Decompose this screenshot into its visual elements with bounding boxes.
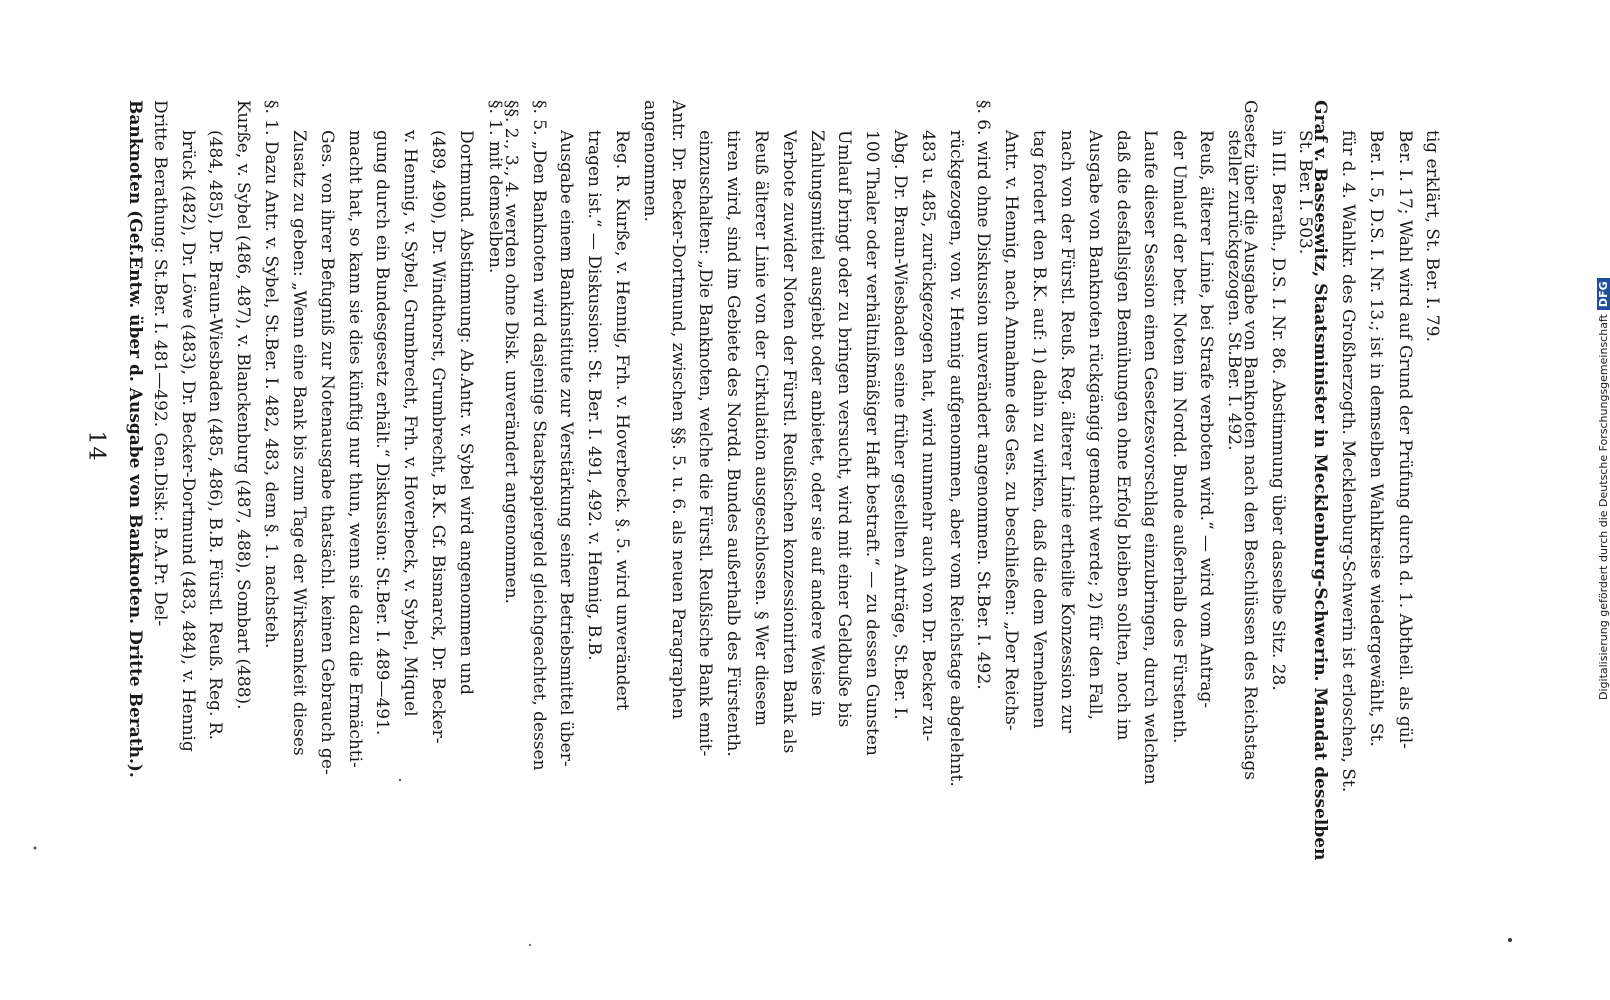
page-number: 14 — [83, 430, 109, 463]
text-line: brück (482), Dr. Löwe (483), Dr. Becker-Dortmund (483, 484), v. Hennig — [178, 130, 198, 752]
text-line: tiren wird, sind im Gebiete des Nordd. Bundes außerhalb des Fürstenth. — [723, 130, 743, 757]
text-line: Reuß, älterer Linie, bei Strafe verboten wird.“ — wird vom Antrag- — [1196, 130, 1216, 709]
text-line: Laufe dieser Session einen Gesetzesvorschlag einzubringen, durch welchen — [1140, 130, 1160, 785]
text-line: Abg. Dr. Braun-Wiesbaden seine früher gestellten Anträge, St.Ber. I. — [890, 130, 910, 720]
text-line: angenommen. — [640, 100, 660, 222]
text-line: Zahlungsmittel ausgiebt oder anbietet, oder sie auf andere Weise in — [807, 130, 827, 717]
text-line: nach von der Fürstl. Reuß. Reg. älterer Linie ertheilte Konzession zur — [1057, 130, 1077, 733]
text-line: Antr. Dr. Becker-Dortmund, zwischen §§. 5. u. 6. als neuen Paragraphen — [668, 100, 688, 720]
text-line: Ges. von ihrer Befugniß zur Notenausgabe thatsächl. keinen Gebrauch ge- — [317, 130, 337, 775]
text-line: Ber. I. 5, D.S. I. Nr. 13.; ist in demselben Wahlkreise wiedergewählt, St. — [1366, 130, 1386, 747]
text-line: Gesetz über die Ausgabe von Banknoten nach den Beschlüssen des Reichstags — [1240, 100, 1260, 781]
text-line: (484, 485), Dr. Braun-Wiesbaden (485, 486), B.B. Fürstl. Reuß. Reg. R. — [205, 130, 225, 741]
text-line: tragen ist.“ — Diskussion: St. Ber. I. 491, 492. v. Hennig, B.B. — [584, 130, 604, 661]
text-line: Umlauf bringt oder zu bringen versucht, wird mit einer Geldbuße bis — [834, 130, 854, 728]
text-line: v. Hennig, v. Sybel, Grumbrecht, Frh. v. Hoverbeck, v. Sybel, Miquel — [400, 130, 420, 717]
text-line: der Umlauf der betr. Noten im Nordd. Bunde außerhalb des Fürstenth. — [1169, 130, 1189, 744]
text-line: Reg. R. Kurße, v. Hennig, Frh. v. Hoverbeck. §. 5. wird unverändert — [612, 130, 632, 711]
text-line: tig erklärt, St. Ber. I. 79. — [1422, 130, 1442, 342]
dfg-logo: DFG — [1597, 278, 1610, 310]
text-line: tag fordert den B.K. auf: 1) dahin zu wirken, daß die dem Vernehmen — [1029, 130, 1049, 729]
text-line: Antr. v. Hennig, nach Annahme des Ges. zu beschließen: „Der Reichs- — [1001, 130, 1021, 731]
text-line: für d. 4. Wahlkr. des Großherzogth. Mecklenburg-Schwerin ist erloschen, St. — [1338, 130, 1358, 793]
text-line: gung durch ein Bundesgesetz erhält.“ Diskussion: St.Ber. I. 489—491. — [372, 130, 392, 736]
text-line: macht hat, so kann sie dies künftig nur thun, wenn sie dazu die Ermächti- — [345, 130, 365, 768]
text-line: Dortmund. Abstimmung: Ab.Antr. v. Sybel wird angenommen und — [456, 130, 476, 695]
text-line: Ausgabe von Banknoten rückgängig gemacht werde; 2) für den Fall, — [1085, 130, 1105, 720]
text-line: Verbote zuwider Noten der Fürstl. Reußischen konzessionirten Bank als — [779, 130, 799, 754]
text-line: §§. 2., 3., 4. werden ohne Disk. unverändert angenommen. — [501, 100, 521, 604]
text-line: Zusatz zu geben: „Wenn eine Bank bis zum Tage der Wirksamkeit dieses — [289, 130, 309, 756]
text-line: daß die desfallsigen Bemühungen ohne Erfolg bleiben sollten, noch im — [1113, 130, 1133, 741]
text-line: §. 1. Dazu Antr. v. Sybel, St.Ber. I. 482, 483, dem §. 1. nachsteh. — [261, 100, 281, 649]
text-line: §. 1. mit demselben. — [485, 100, 505, 274]
text-line: §. 6. wird ohne Diskussion unverändert angenommen. St.Ber. I. 492. — [973, 100, 993, 690]
text-line: §. 5. „Den Banknoten wird dasjenige Staatspapiergeld gleichgeachtet, dessen — [529, 100, 549, 771]
text-line: Graf v. Basseswitz, Staatsminister in Mecklenburg-Schwerin. Mandat desselben — [1310, 100, 1330, 861]
text-line: rückgezogen, von v. Hennig aufgenommen, aber vom Reichstage abgelehnt. — [946, 130, 966, 787]
text-line: steller zurückgezogen. St.Ber. I. 492. — [1224, 130, 1244, 451]
text-line: 483 u. 485, zurückgezogen hat, wird nunmehr auch von Dr. Becker zu- — [918, 130, 938, 742]
text-line: St. Ber. I. 503. — [1295, 130, 1315, 255]
funding-note: Digitalisierung gefördert durch die Deutsche Forschungsgemeinschaft — [1597, 314, 1610, 700]
text-line: einzuschalten: „Die Banknoten, welche die Fürstl. Reußische Bank emit- — [695, 130, 715, 757]
text-line: Ausgabe einem Bankinstitute zur Verstärkung seiner Betriebsmittel über- — [556, 130, 576, 767]
text-line: 100 Thaler oder verhältnißmäßiger Haft bestraft.“ — zu dessen Gunsten — [862, 130, 882, 756]
text-line: Ber. I. 17; Wahl wird auf Grund der Prüfung durch d. 1. Abtheil. als gül- — [1395, 130, 1415, 749]
text-line: Kurße, v. Sybel (486, 487), v. Blanckenburg (487, 488), Sombart (488). — [233, 100, 253, 710]
text-line: Dritte Berathung: St.Ber. I. 481—492. Gen.Disk.: B.A.Pr. Del- — [150, 100, 170, 627]
text-line: (489, 490), Dr. Windthorst, Grumbrecht, B.K. Gf. Bismarck, Dr. Becker- — [428, 130, 448, 744]
text-line: in III. Berath., D.S. I. Nr. 86. Abstimmung über dasselbe Sitz. 28. — [1268, 130, 1288, 691]
text-line: Reuß älterer Linie von der Cirkulation ausgeschlossen. § Wer diesem — [751, 130, 771, 726]
text-line: Banknoten (Gef.Entw. über d. Ausgabe von Banknoten. Dritte Berath.). — [125, 100, 145, 778]
